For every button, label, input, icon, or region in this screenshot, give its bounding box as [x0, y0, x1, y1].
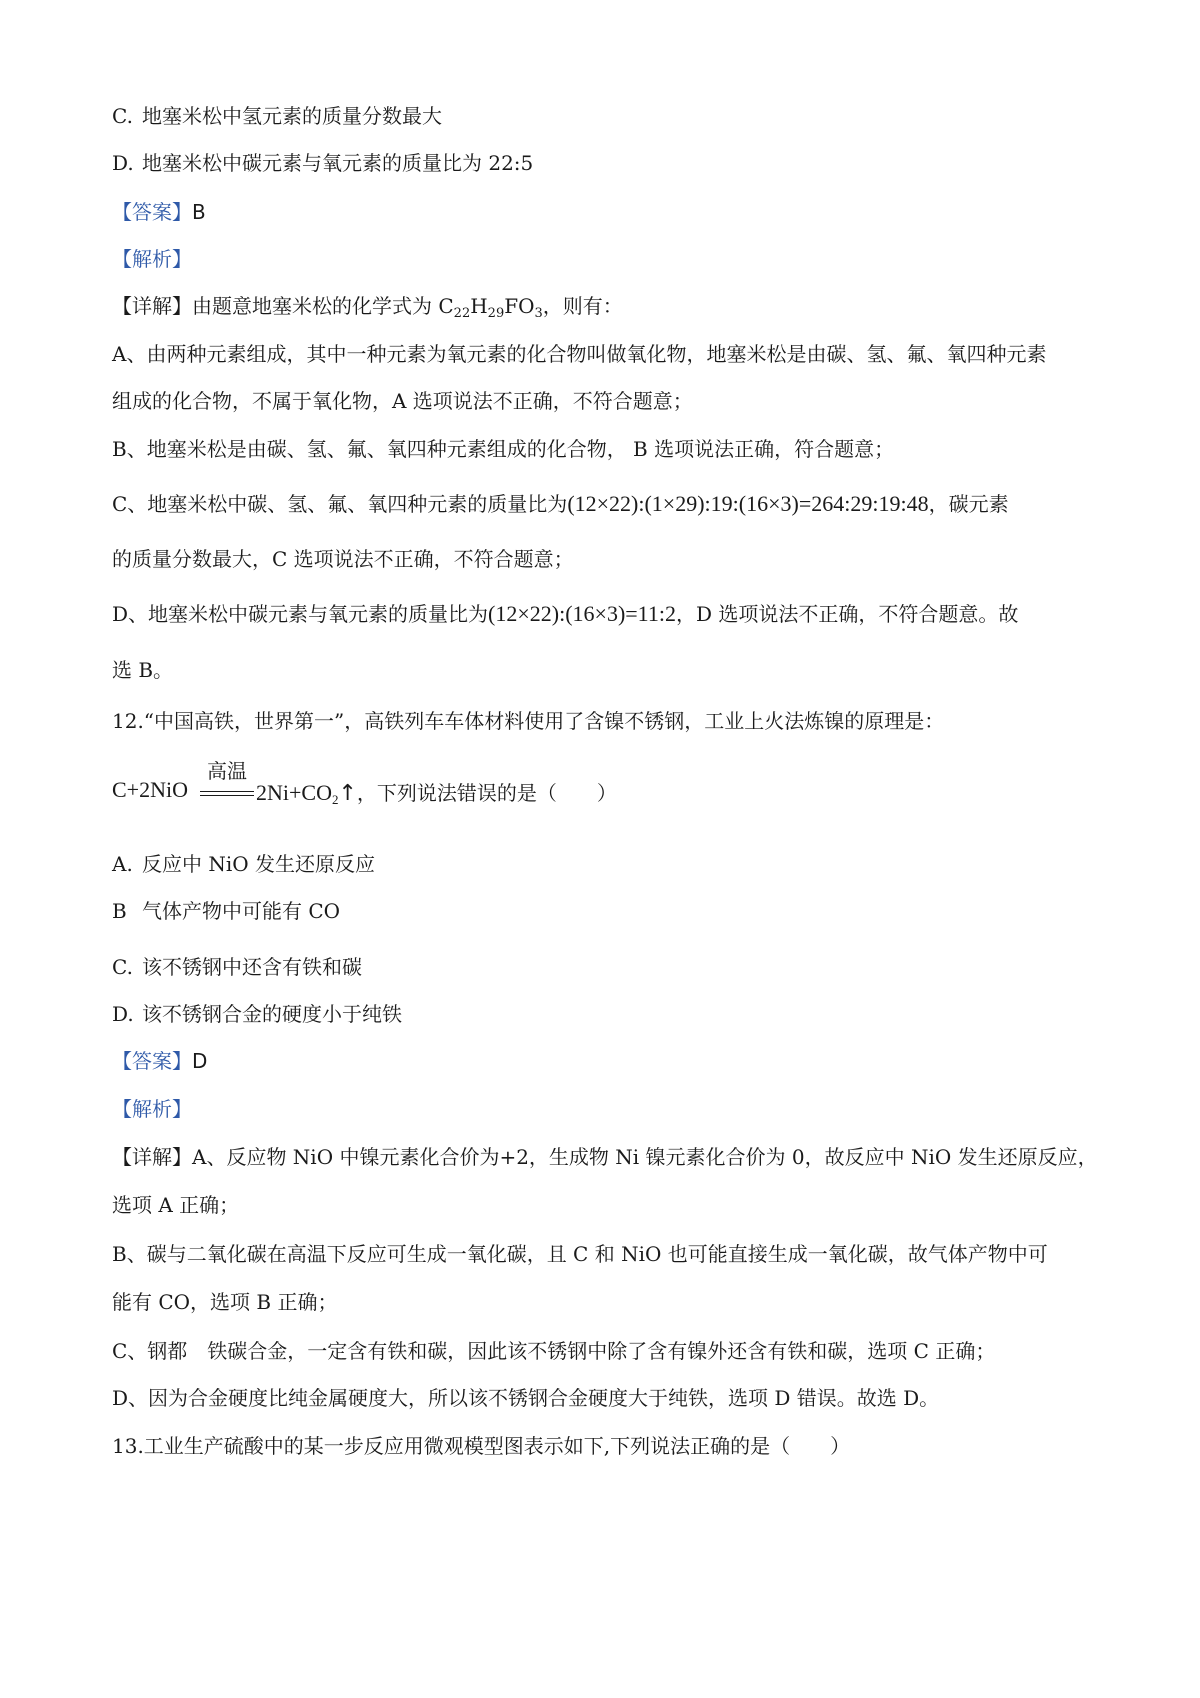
q11-explain-b: B、地塞米松是由碳、氢、氟、氧四种元素组成的化合物， B 选项说法正确，符合题意； [112, 437, 895, 461]
option-label: B [112, 899, 127, 923]
answer-tag: 【答案】 [112, 200, 192, 224]
option-text: 反应中 NiO 发生还原反应 [142, 852, 376, 876]
option-text: 地塞米松中氢元素的质量分数最大 [142, 104, 442, 128]
q11-explain-a-line1: A、由两种元素组成，其中一种元素为氧元素的化合物叫做氧化物，地塞米松是由碳、氢、氟、氧四种元素 [112, 342, 1047, 366]
detail-text: ，则有： [542, 294, 623, 318]
detail-text: 由题意地塞米松的化学式为 C [192, 294, 454, 318]
answer-value: D [192, 1049, 208, 1073]
option-label: D. [112, 1002, 134, 1026]
formula-sub: 3 [534, 306, 543, 321]
option-text: 该不锈钢合金的硬度小于纯铁 [142, 1002, 402, 1026]
q11-explain-a-line2: 组成的化合物，不属于氧化物，A 选项说法不正确，不符合题意； [112, 389, 693, 413]
q11-analysis-tag: 【解析】 [112, 247, 192, 271]
reaction-condition: 高温 [207, 759, 247, 783]
explain-text: C、地塞米松中碳、氢、氟、氧四种元素的质量比为 [112, 492, 568, 516]
q12-detail-line1 [112, 1143, 1098, 1171]
q11-explain-d-line2: 选 B。 [112, 658, 174, 682]
q12-detail-line3: B、碳与二氧化碳在高温下反应可生成一氧化碳，且 C 和 NiO 也可能直接生成一氧化碳，故气体产物中可 [112, 1242, 1048, 1266]
gas-arrow-icon: ↑ [338, 781, 357, 806]
math-expression: (12×22):(16×3)=11:2 [488, 601, 676, 626]
q13-stem: 13.工业生产硫酸中的某一步反应用微观模型图表示如下,下列说法正确的是（ ） [112, 1434, 851, 1458]
detail-tag: 【详解】 [112, 1145, 192, 1169]
q11-explain-c-line1 [112, 490, 1009, 518]
detail-text: A、反应物 NiO 中镍元素化合价为+2，生成物 Ni 镍元素化合价为 0，故反应中 NiO 发生还原反应， [192, 1145, 1098, 1169]
option-text: 该不锈钢中还含有铁和碳 [142, 955, 362, 979]
option-label: A. [112, 852, 133, 876]
explain-text: D、地塞米松中碳元素与氧元素的质量比为 [112, 602, 489, 626]
formula-sub: 2 [331, 792, 339, 807]
equals-sign [200, 791, 254, 796]
formula-element: FO [504, 294, 535, 318]
formula-sub: 22 [453, 306, 471, 321]
q12-detail-line2: 选项 A 正确； [112, 1193, 240, 1217]
q12-option-d [112, 1000, 402, 1028]
option-text: 地塞米松中碳元素与氧元素的质量比为 22:5 [142, 151, 534, 175]
formula-sub: 29 [487, 306, 505, 321]
q12-detail-line5: C、钢都 铁碳合金，一定含有铁和碳，因此该不锈钢中除了含有镍外还含有铁和碳，选项 C 正确； [112, 1339, 996, 1363]
answer-value: B [192, 200, 206, 224]
q12-answer [112, 1047, 207, 1075]
q11-explain-d-line1 [112, 600, 1018, 628]
explain-text: ，碳元素 [928, 492, 1009, 516]
explain-text: ，D 选项说法不正确，不符合题意。故 [675, 602, 1019, 626]
q12-detail-line6: D、因为合金硬度比纯金属硬度大，所以该不锈钢合金硬度大于纯铁，选项 D 错误。故选 D。 [112, 1386, 940, 1410]
q12-option-b [112, 897, 340, 925]
equation-products [256, 777, 617, 806]
products-text: 2Ni+CO [256, 780, 332, 805]
formula-element: H [470, 294, 488, 318]
q12-option-c [112, 953, 362, 981]
option-label: D. [112, 151, 134, 175]
q11-explain-c-line2: 的质量分数最大，C 选项说法不正确，不符合题意； [112, 547, 574, 571]
answer-tag: 【答案】 [112, 1049, 192, 1073]
detail-tag: 【详解】 [112, 294, 192, 318]
option-label: C. [112, 955, 133, 979]
q12-analysis-tag: 【解析】 [112, 1097, 192, 1121]
q11-option-c [112, 102, 442, 130]
q12-stem: 12.“中国高铁，世界第一”，高铁列车车体材料使用了含镍不锈钢，工业上火法炼镍的原理是： [112, 709, 945, 733]
math-expression: (12×22):(1×29):19:(16×3)=264:29:19:48 [567, 491, 929, 516]
equation-reactants: C+2NiO [112, 777, 188, 802]
q12-detail-line4: 能有 CO，选项 B 正确； [112, 1290, 338, 1314]
option-text: 气体产物中可能有 CO [142, 899, 341, 923]
q11-answer [112, 198, 206, 226]
option-label: C. [112, 104, 133, 128]
q11-detail [112, 292, 623, 320]
q11-option-d [112, 149, 533, 177]
question-tail: ，下列说法错误的是（ ） [356, 781, 617, 805]
q12-option-a [112, 850, 375, 878]
